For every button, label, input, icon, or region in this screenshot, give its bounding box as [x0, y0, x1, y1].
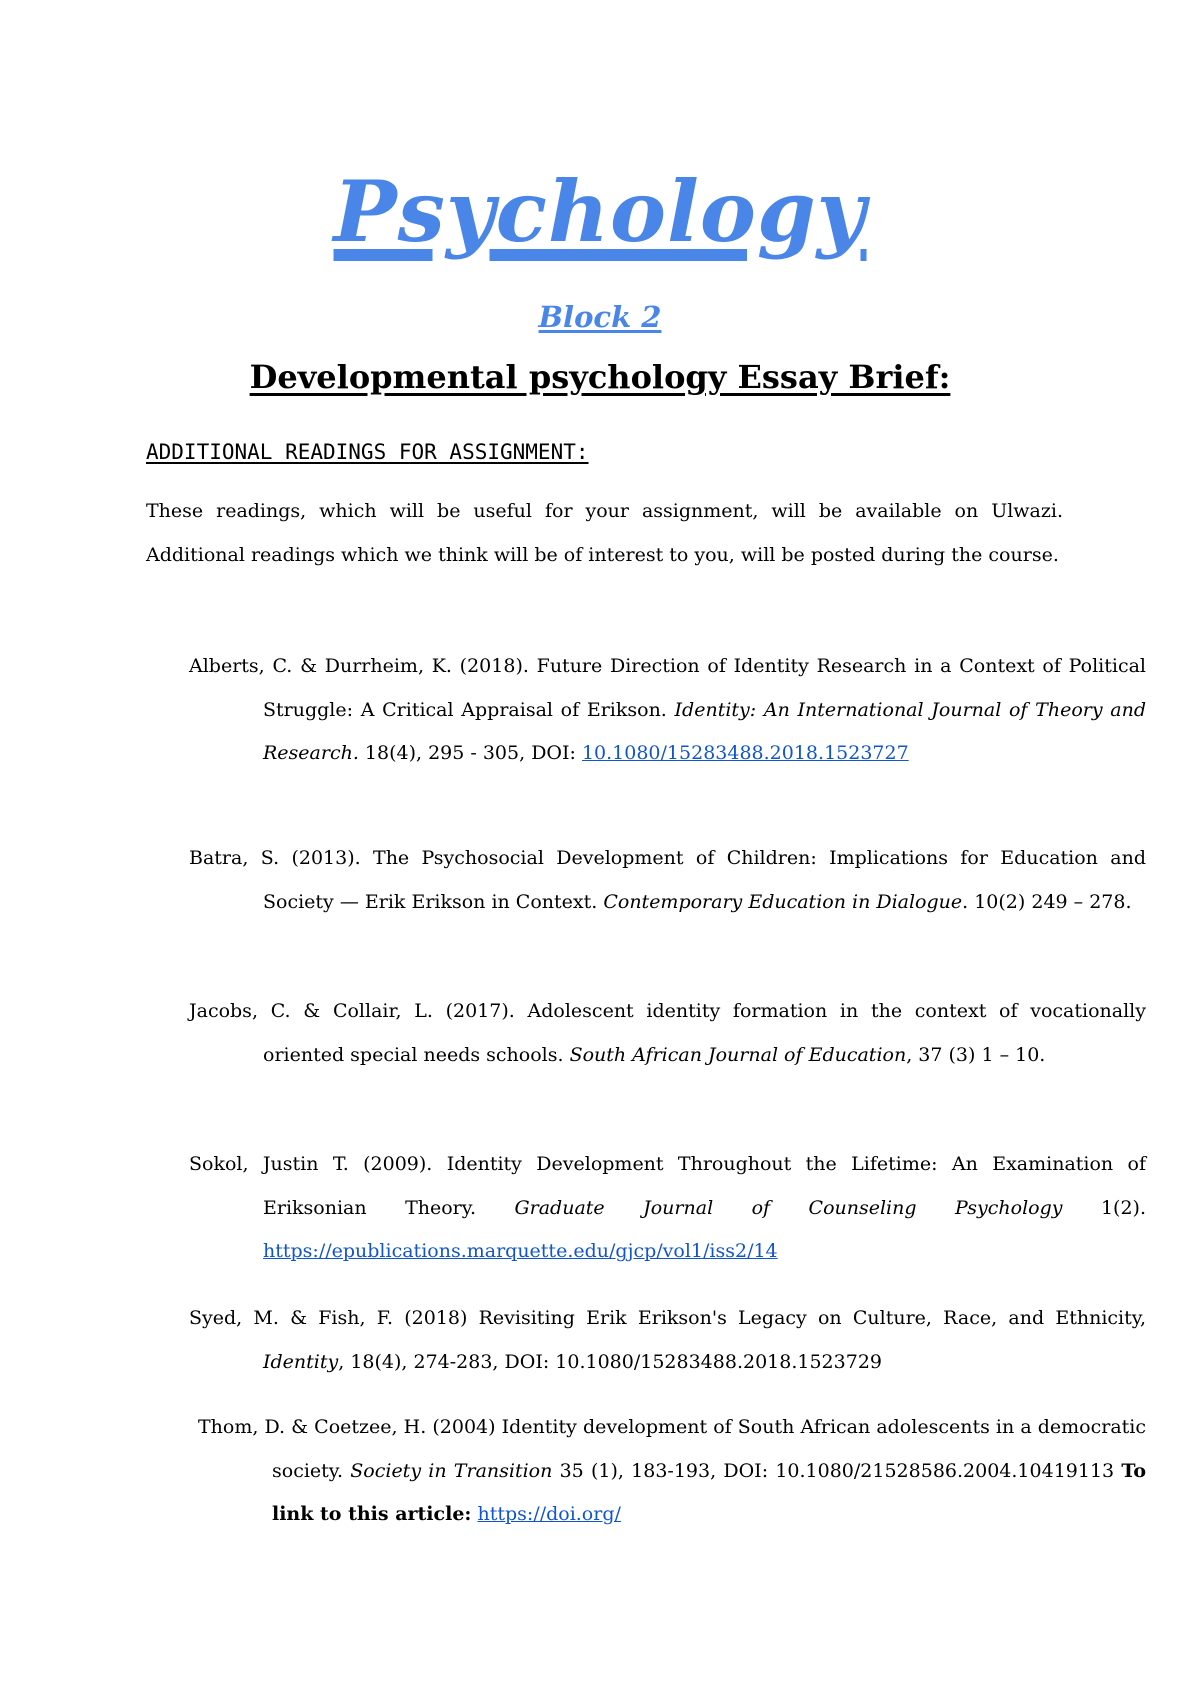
- reference-text: Batra, S. (2013). The Psychosocial Development of Children: Implications for Education and Society — Erik Erikson in Context.: [189, 847, 1146, 913]
- reference-text: Jacobs, C. & Collair, L. (2017). Adolescent identity formation in the context of vocationally oriented special needs schools.: [189, 1000, 1146, 1066]
- reference-journal: Contemporary Education in Dialogue: [603, 890, 963, 913]
- reference-item: [189, 837, 1146, 924]
- reference-details: . 10(2) 249 – 278.: [962, 890, 1132, 913]
- reference-details: 1(2).: [1062, 1196, 1146, 1219]
- reference-journal: Identity: [263, 1350, 339, 1373]
- url-link[interactable]: https://epublications.marquette.edu/gjcp/vol1/iss2/14: [263, 1240, 778, 1263]
- reference-text: Syed, M. & Fish, F. (2018) Revisiting Erik Erikson's Legacy on Culture, Race, and Ethnicity,: [189, 1307, 1146, 1329]
- doi-link[interactable]: https://doi.org/: [477, 1503, 621, 1526]
- reference-item: [189, 990, 1146, 1077]
- reference-details: , 37 (3) 1 – 10.: [906, 1043, 1046, 1066]
- reference-text: Thom, D. & Coetzee, H. (2004) Identity development of South African adolescents in a democratic society.: [198, 1416, 1146, 1482]
- doi-link[interactable]: 10.1080/15283488.2018.1523727: [581, 742, 909, 765]
- reference-details: 35 (1), 183-193, DOI: 10.1080/21528586.2004.10419113: [552, 1459, 1122, 1482]
- reference-item: [189, 1143, 1146, 1274]
- reference-text: Sokol, Justin T. (2009). Identity Development Throughout the Lifetime: An Examination of Eriksonian Theory.: [189, 1153, 1146, 1219]
- reference-journal: Society in Transition: [350, 1459, 553, 1482]
- reference-details: , 18(4), 274-283, DOI: 10.1080/15283488.2018.1523729: [338, 1350, 882, 1373]
- block-label: Block 2: [538, 300, 662, 334]
- reference-item: [189, 645, 1146, 776]
- section-heading: ADDITIONAL READINGS FOR ASSIGNMENT:: [146, 440, 589, 464]
- document-title: Developmental psychology Essay Brief:: [249, 358, 951, 396]
- intro-paragraph: These readings, which will be useful for your assignment, will be available on Ulwazi. Additional readings which we think will be of interest to you, will be posted during the course.: [146, 500, 1063, 566]
- main-title: Psychology: [333, 162, 867, 261]
- reference-journal: Graduate Journal of Counseling Psychology: [514, 1196, 1063, 1219]
- reference-journal: South African Journal of Education: [569, 1043, 907, 1066]
- reference-item: [198, 1406, 1146, 1537]
- reference-journal: Identity: An International Journal of Theory and Research.: [263, 698, 1146, 765]
- reference-text: Alberts, C. & Durrheim, K. (2018). Future Direction of Identity Research in a Context of Political Struggle: A Critical Appraisal of Erikson.: [189, 655, 1146, 721]
- link-label: To link to this article:: [272, 1459, 1146, 1526]
- reference-item: [189, 1297, 1146, 1384]
- reference-details: 18(4), 295 - 305, DOI:: [358, 742, 582, 765]
